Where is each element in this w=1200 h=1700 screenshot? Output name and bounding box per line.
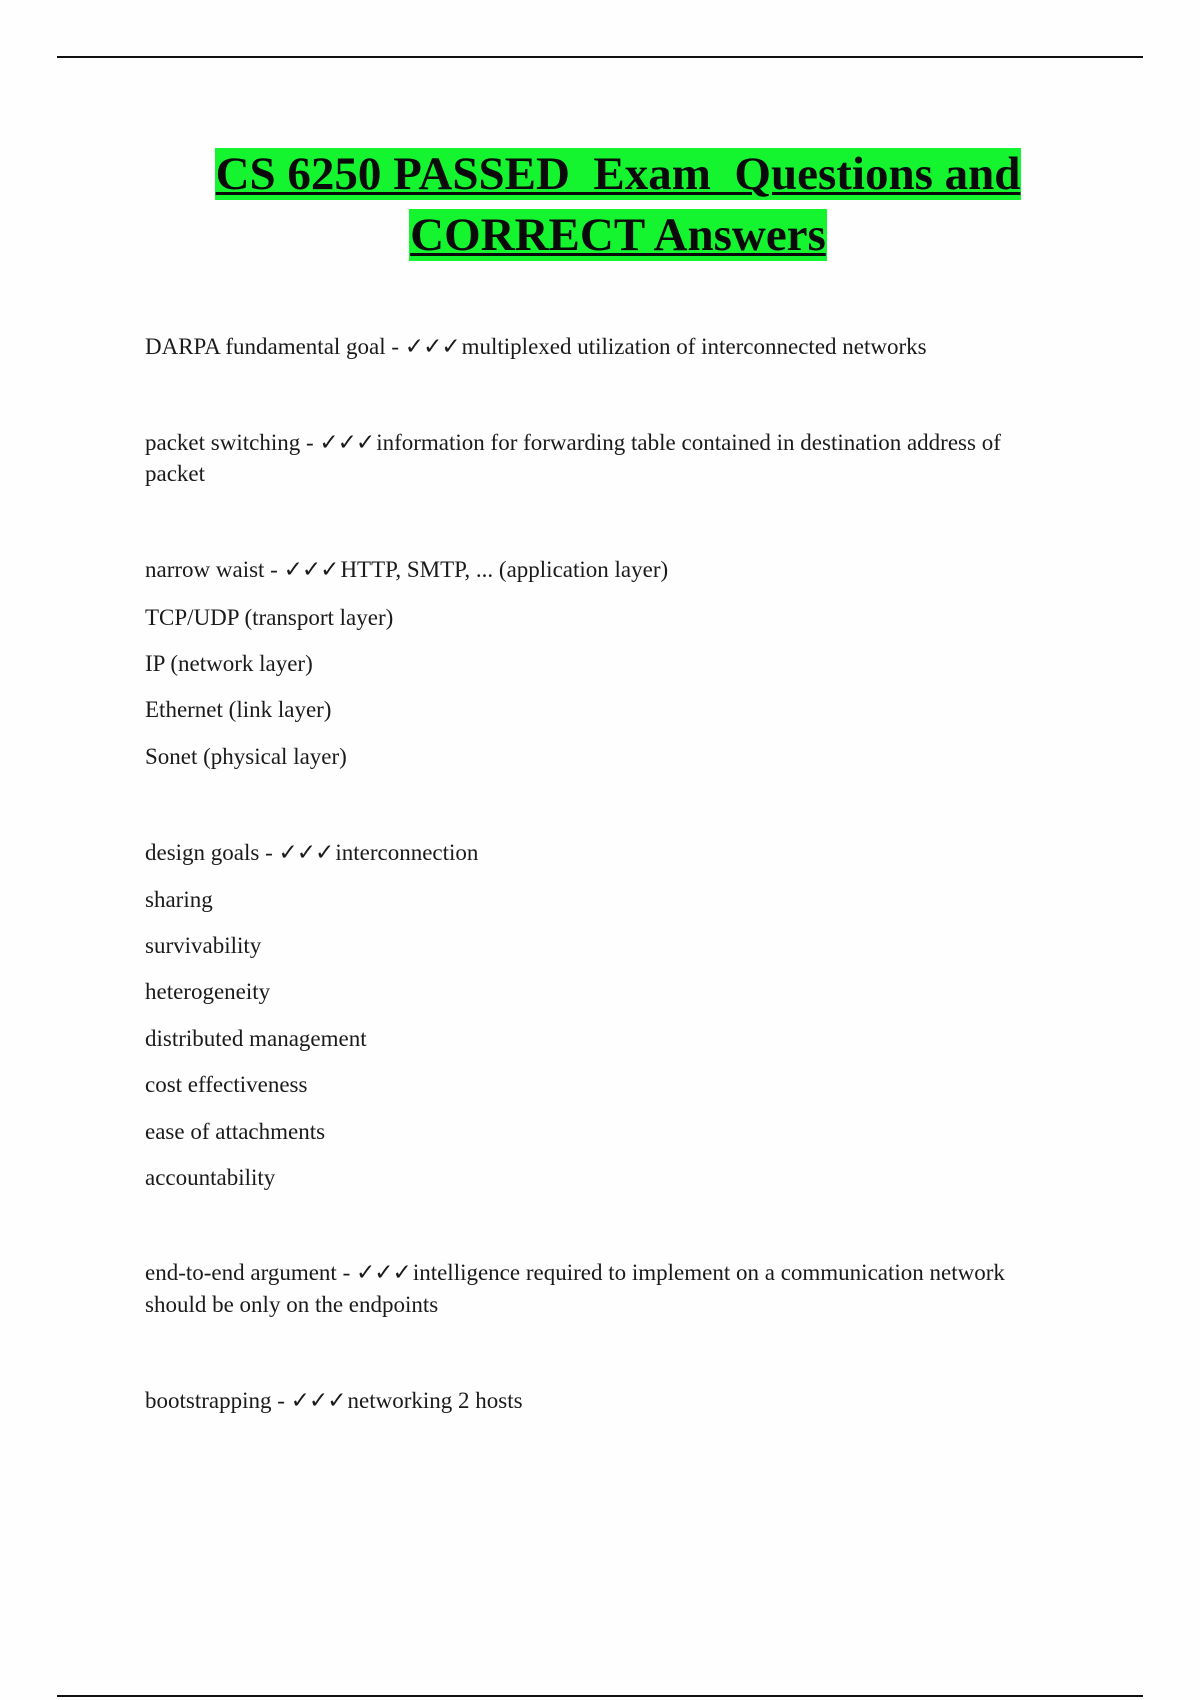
checkmark-icon: ✓✓✓ (319, 430, 375, 456)
document-title-line-2: CORRECT Answers (410, 209, 826, 261)
term: DARPA fundamental goal - (145, 334, 405, 359)
qa-entry-end-to-end (145, 1257, 1005, 1289)
checkmark-icon: ✓✓✓ (283, 557, 339, 583)
answer-line: IP (network layer) (145, 651, 313, 676)
answer: multiplexed utilization of interconnected networks (461, 334, 927, 359)
term: end-to-end argument - (145, 1260, 356, 1285)
answer-continuation: packet (145, 461, 206, 486)
answer-continuation: should be only on the endpoints (145, 1292, 439, 1317)
term: design goals - (145, 840, 279, 865)
answer-line: survivability (145, 933, 262, 958)
answer: interconnection (335, 840, 479, 865)
answer-line: Ethernet (link layer) (145, 697, 332, 722)
answer: HTTP, SMTP, ... (application layer) (340, 557, 669, 582)
answer-line: ease of attachments (145, 1119, 326, 1144)
checkmark-icon: ✓✓✓ (355, 1260, 411, 1286)
qa-entry-narrow-waist (145, 554, 668, 586)
qa-entry-bootstrapping (145, 1385, 523, 1417)
answer: information for forwarding table contained in destination address of (376, 430, 1001, 455)
answer: networking 2 hosts (347, 1388, 523, 1413)
checkmark-icon: ✓✓✓ (290, 1388, 346, 1414)
answer-line: sharing (145, 887, 213, 912)
answer-line: Sonet (physical layer) (145, 744, 347, 769)
answer: intelligence required to implement on a communication network (412, 1260, 1005, 1285)
qa-entry-design-goals (145, 837, 478, 869)
term: packet switching - (145, 430, 320, 455)
answer-line: distributed management (145, 1026, 367, 1051)
answer-line: cost effectiveness (145, 1072, 308, 1097)
checkmark-icon: ✓✓✓ (404, 334, 460, 360)
term: narrow waist - (145, 557, 284, 582)
qa-content (145, 0, 1065, 1700)
qa-entry-packet-switching (145, 427, 1001, 459)
document-title-line-1: CS 6250 PASSED Exam Questions and (215, 148, 1021, 200)
answer-line: accountability (145, 1165, 276, 1190)
bottom-rule (57, 1695, 1143, 1697)
answer-line: heterogeneity (145, 979, 271, 1004)
checkmark-icon: ✓✓✓ (278, 840, 334, 866)
answer-line: TCP/UDP (transport layer) (145, 605, 394, 630)
qa-entry-darpa (145, 331, 927, 363)
term: bootstrapping - (145, 1388, 291, 1413)
